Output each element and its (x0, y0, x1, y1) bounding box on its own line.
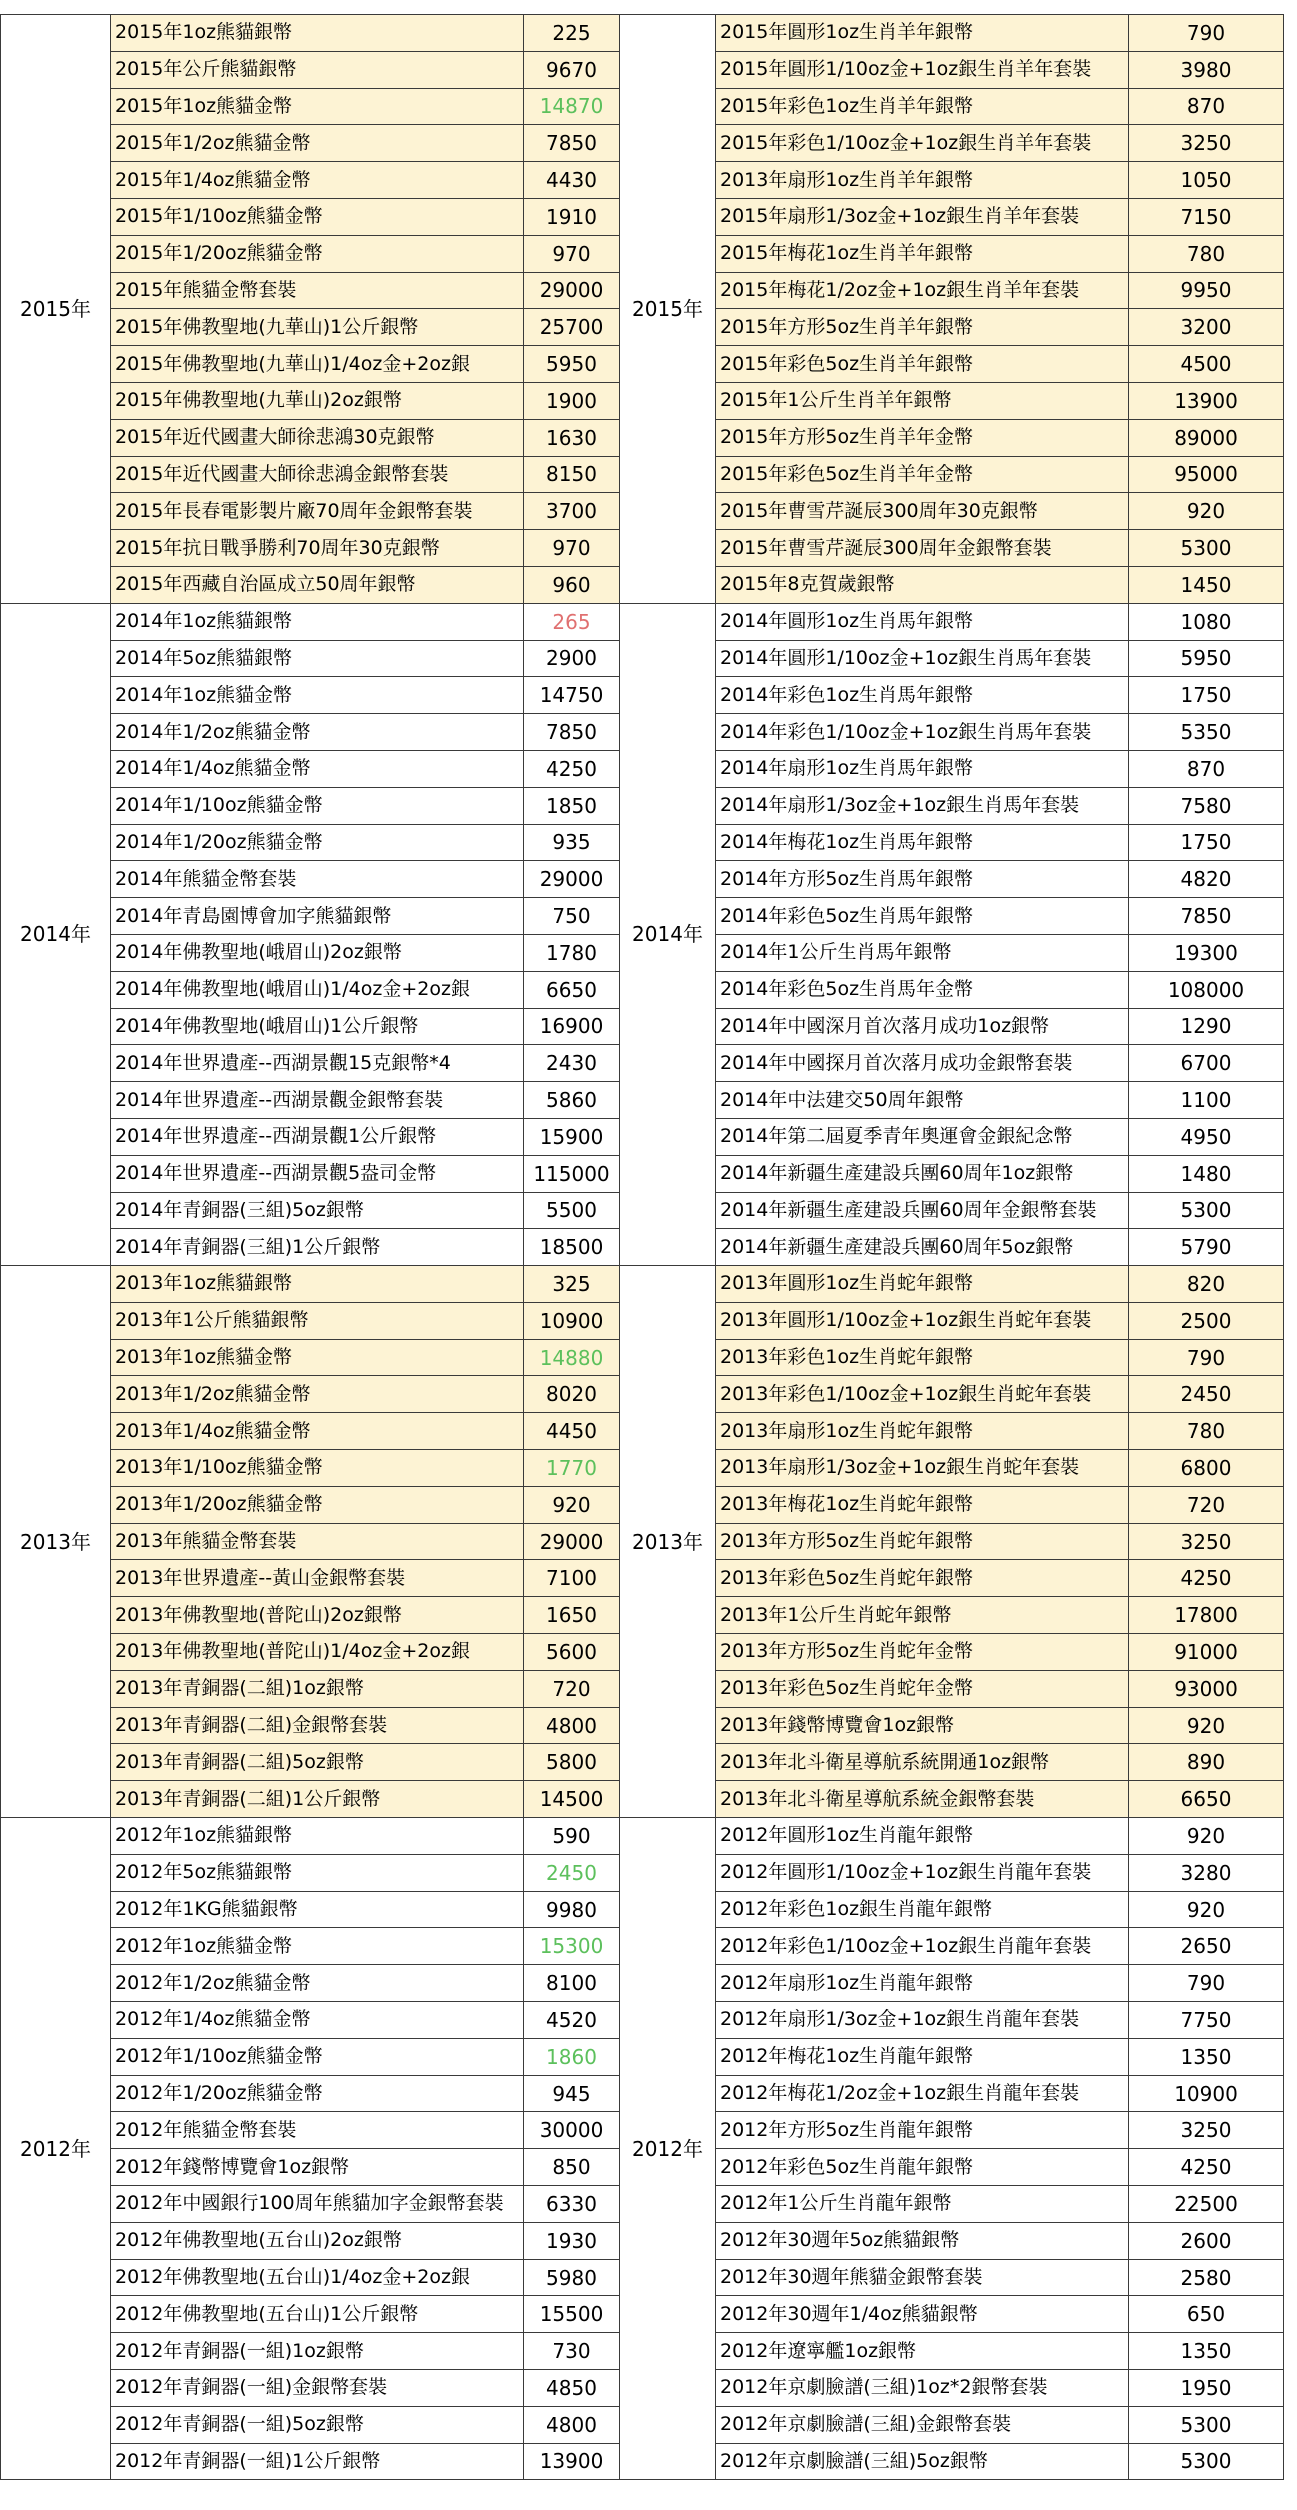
left-coin-name: 2013年1oz熊貓銀幣 (111, 1266, 524, 1303)
right-coin-name: 2012年1公斤生肖龍年銀幣 (716, 2186, 1129, 2223)
right-coin-name: 2012年梅花1oz生肖龍年銀幣 (716, 2038, 1129, 2075)
left-coin-name: 2015年熊貓金幣套裝 (111, 272, 524, 309)
left-year-label: 2014年 (1, 603, 111, 1265)
left-coin-price: 2450 (524, 1854, 620, 1891)
right-coin-name: 2012年扇形1oz生肖龍年銀幣 (716, 1965, 1129, 2002)
left-coin-name: 2013年1/10oz熊貓金幣 (111, 1450, 524, 1487)
right-coin-price: 3250 (1129, 2112, 1284, 2149)
left-coin-price: 4520 (524, 2002, 620, 2039)
left-coin-name: 2012年佛教聖地(五台山)1/4oz金+2oz銀 (111, 2259, 524, 2296)
left-coin-price: 3700 (524, 493, 620, 530)
left-coin-name: 2013年佛教聖地(普陀山)1/4oz金+2oz銀 (111, 1634, 524, 1671)
left-year-label: 2013年 (1, 1266, 111, 1818)
right-coin-price: 3280 (1129, 1854, 1284, 1891)
left-coin-name: 2015年1/2oz熊貓金幣 (111, 125, 524, 162)
right-coin-price: 5300 (1129, 530, 1284, 567)
left-coin-price: 1860 (524, 2038, 620, 2075)
left-coin-name: 2015年佛教聖地(九華山)2oz銀幣 (111, 382, 524, 419)
right-coin-price: 3250 (1129, 1523, 1284, 1560)
right-coin-name: 2012年30週年1/4oz熊貓銀幣 (716, 2296, 1129, 2333)
right-coin-name: 2015年方形5oz生肖羊年銀幣 (716, 309, 1129, 346)
left-coin-price: 15300 (524, 1928, 620, 1965)
left-coin-price: 265 (524, 603, 620, 640)
right-coin-price: 7150 (1129, 198, 1284, 235)
right-coin-price: 5790 (1129, 1229, 1284, 1266)
table-row (1, 15, 1284, 52)
left-coin-name: 2012年1/2oz熊貓金幣 (111, 1965, 524, 2002)
right-coin-price: 10900 (1129, 2075, 1284, 2112)
right-coin-price: 650 (1129, 2296, 1284, 2333)
right-coin-price: 780 (1129, 235, 1284, 272)
right-coin-name: 2013年方形5oz生肖蛇年金幣 (716, 1634, 1129, 1671)
left-coin-price: 5860 (524, 1082, 620, 1119)
left-coin-price: 30000 (524, 2112, 620, 2149)
right-coin-name: 2012年扇形1/3oz金+1oz銀生肖龍年套裝 (716, 2002, 1129, 2039)
left-coin-name: 2015年公斤熊貓銀幣 (111, 51, 524, 88)
left-coin-price: 14880 (524, 1339, 620, 1376)
left-coin-name: 2013年佛教聖地(普陀山)2oz銀幣 (111, 1597, 524, 1634)
right-coin-price: 2500 (1129, 1302, 1284, 1339)
right-coin-name: 2015年彩色5oz生肖羊年金幣 (716, 456, 1129, 493)
left-coin-price: 8020 (524, 1376, 620, 1413)
left-coin-name: 2012年青銅器(一組)5oz銀幣 (111, 2406, 524, 2443)
right-coin-name: 2015年1公斤生肖羊年銀幣 (716, 382, 1129, 419)
left-coin-price: 115000 (524, 1155, 620, 1192)
left-coin-price: 29000 (524, 861, 620, 898)
left-coin-price: 8150 (524, 456, 620, 493)
left-coin-price: 920 (524, 1486, 620, 1523)
left-coin-name: 2014年世界遺產--西湖景觀金銀幣套裝 (111, 1082, 524, 1119)
right-coin-name: 2012年彩色1oz銀生肖龍年銀幣 (716, 1891, 1129, 1928)
right-coin-name: 2015年圓形1oz生肖羊年銀幣 (716, 15, 1129, 52)
right-coin-price: 6700 (1129, 1045, 1284, 1082)
left-coin-price: 5800 (524, 1744, 620, 1781)
left-coin-name: 2014年世界遺產--西湖景觀1公斤銀幣 (111, 1118, 524, 1155)
left-coin-price: 1910 (524, 198, 620, 235)
right-coin-price: 870 (1129, 750, 1284, 787)
right-coin-price: 2580 (1129, 2259, 1284, 2296)
right-coin-name: 2013年彩色1oz生肖蛇年銀幣 (716, 1339, 1129, 1376)
right-coin-name: 2013年圓形1/10oz金+1oz銀生肖蛇年套裝 (716, 1302, 1129, 1339)
right-coin-name: 2015年彩色1/10oz金+1oz銀生肖羊年套裝 (716, 125, 1129, 162)
right-coin-name: 2012年京劇臉譜(三組)金銀幣套裝 (716, 2406, 1129, 2443)
left-coin-price: 225 (524, 15, 620, 52)
left-coin-price: 9670 (524, 51, 620, 88)
left-coin-name: 2015年1/4oz熊貓金幣 (111, 162, 524, 199)
right-coin-price: 95000 (1129, 456, 1284, 493)
left-coin-price: 4800 (524, 2406, 620, 2443)
left-coin-price: 850 (524, 2149, 620, 2186)
left-coin-price: 945 (524, 2075, 620, 2112)
right-coin-price: 920 (1129, 493, 1284, 530)
table-row (1, 1818, 1284, 1855)
left-coin-name: 2012年青銅器(一組)金銀幣套裝 (111, 2370, 524, 2407)
right-coin-name: 2013年彩色1/10oz金+1oz銀生肖蛇年套裝 (716, 1376, 1129, 1413)
left-coin-price: 970 (524, 530, 620, 567)
left-coin-price: 16900 (524, 1008, 620, 1045)
right-coin-name: 2013年梅花1oz生肖蛇年銀幣 (716, 1486, 1129, 1523)
left-coin-name: 2013年世界遺產--黃山金銀幣套裝 (111, 1560, 524, 1597)
right-coin-price: 920 (1129, 1891, 1284, 1928)
right-coin-name: 2014年中國探月首次落月成功金銀幣套裝 (716, 1045, 1129, 1082)
left-coin-price: 720 (524, 1670, 620, 1707)
right-coin-name: 2012年圓形1/10oz金+1oz銀生肖龍年套裝 (716, 1854, 1129, 1891)
right-coin-price: 2450 (1129, 1376, 1284, 1413)
left-coin-price: 9980 (524, 1891, 620, 1928)
right-coin-price: 93000 (1129, 1670, 1284, 1707)
right-coin-name: 2015年曹雪芹誕辰300周年30克銀幣 (716, 493, 1129, 530)
right-coin-name: 2014年新疆生產建設兵團60周年1oz銀幣 (716, 1155, 1129, 1192)
right-coin-name: 2014年中法建交50周年銀幣 (716, 1082, 1129, 1119)
right-coin-price: 1750 (1129, 677, 1284, 714)
right-coin-name: 2015年梅花1oz生肖羊年銀幣 (716, 235, 1129, 272)
right-coin-price: 1750 (1129, 824, 1284, 861)
left-coin-name: 2014年佛教聖地(峨眉山)1公斤銀幣 (111, 1008, 524, 1045)
right-coin-price: 9950 (1129, 272, 1284, 309)
left-year-label: 2012年 (1, 1818, 111, 2480)
left-coin-name: 2012年中國銀行100周年熊貓加字金銀幣套裝 (111, 2186, 524, 2223)
right-coin-name: 2012年彩色5oz生肖龍年銀幣 (716, 2149, 1129, 2186)
left-coin-price: 1930 (524, 2222, 620, 2259)
right-coin-price: 89000 (1129, 419, 1284, 456)
left-coin-name: 2014年1/20oz熊貓金幣 (111, 824, 524, 861)
right-coin-price: 780 (1129, 1413, 1284, 1450)
left-coin-name: 2015年佛教聖地(九華山)1公斤銀幣 (111, 309, 524, 346)
left-coin-price: 5500 (524, 1192, 620, 1229)
left-coin-name: 2014年1oz熊貓金幣 (111, 677, 524, 714)
left-coin-name: 2014年佛教聖地(峨眉山)1/4oz金+2oz銀 (111, 971, 524, 1008)
right-coin-name: 2012年方形5oz生肖龍年銀幣 (716, 2112, 1129, 2149)
right-coin-name: 2013年彩色5oz生肖蛇年銀幣 (716, 1560, 1129, 1597)
right-coin-name: 2013年錢幣博覽會1oz銀幣 (716, 1707, 1129, 1744)
left-coin-name: 2015年1oz熊貓金幣 (111, 88, 524, 125)
left-coin-name: 2013年熊貓金幣套裝 (111, 1523, 524, 1560)
left-coin-price: 7850 (524, 125, 620, 162)
right-coin-price: 1350 (1129, 2333, 1284, 2370)
left-coin-price: 730 (524, 2333, 620, 2370)
right-coin-price: 820 (1129, 1266, 1284, 1303)
left-coin-price: 6330 (524, 2186, 620, 2223)
left-coin-name: 2013年1/2oz熊貓金幣 (111, 1376, 524, 1413)
right-coin-price: 5300 (1129, 1192, 1284, 1229)
left-coin-name: 2012年1/10oz熊貓金幣 (111, 2038, 524, 2075)
right-coin-price: 790 (1129, 15, 1284, 52)
left-coin-price: 1650 (524, 1597, 620, 1634)
left-coin-name: 2012年1KG熊貓銀幣 (111, 1891, 524, 1928)
left-coin-price: 325 (524, 1266, 620, 1303)
left-coin-name: 2012年青銅器(一組)1公斤銀幣 (111, 2443, 524, 2480)
right-coin-name: 2014年扇形1oz生肖馬年銀幣 (716, 750, 1129, 787)
right-coin-price: 2600 (1129, 2222, 1284, 2259)
right-coin-price: 1350 (1129, 2038, 1284, 2075)
left-coin-price: 4850 (524, 2370, 620, 2407)
right-coin-price: 7850 (1129, 898, 1284, 935)
left-coin-price: 15500 (524, 2296, 620, 2333)
right-coin-name: 2012年彩色1/10oz金+1oz銀生肖龍年套裝 (716, 1928, 1129, 1965)
right-coin-price: 2650 (1129, 1928, 1284, 1965)
right-coin-name: 2014年第二屆夏季青年奧運會金銀紀念幣 (716, 1118, 1129, 1155)
right-coin-price: 1080 (1129, 603, 1284, 640)
right-coin-name: 2012年圓形1oz生肖龍年銀幣 (716, 1818, 1129, 1855)
right-coin-price: 720 (1129, 1486, 1284, 1523)
right-coin-price: 13900 (1129, 382, 1284, 419)
right-coin-price: 1950 (1129, 2370, 1284, 2407)
right-coin-price: 1290 (1129, 1008, 1284, 1045)
right-coin-price: 7580 (1129, 787, 1284, 824)
left-coin-price: 935 (524, 824, 620, 861)
left-coin-name: 2014年世界遺產--西湖景觀5盎司金幣 (111, 1155, 524, 1192)
right-coin-price: 920 (1129, 1707, 1284, 1744)
left-coin-price: 8100 (524, 1965, 620, 2002)
left-coin-price: 6650 (524, 971, 620, 1008)
right-coin-name: 2014年彩色5oz生肖馬年金幣 (716, 971, 1129, 1008)
right-coin-name: 2014年梅花1oz生肖馬年銀幣 (716, 824, 1129, 861)
left-coin-name: 2015年近代國畫大師徐悲鴻金銀幣套裝 (111, 456, 524, 493)
left-coin-price: 970 (524, 235, 620, 272)
table-row (1, 1266, 1284, 1303)
left-coin-name: 2014年熊貓金幣套裝 (111, 861, 524, 898)
right-coin-name: 2012年京劇臉譜(三組)5oz銀幣 (716, 2443, 1129, 2480)
right-coin-price: 5300 (1129, 2406, 1284, 2443)
left-coin-price: 1850 (524, 787, 620, 824)
right-coin-price: 920 (1129, 1818, 1284, 1855)
left-coin-price: 1630 (524, 419, 620, 456)
right-year-label: 2014年 (620, 603, 716, 1265)
right-coin-name: 2015年彩色1oz生肖羊年銀幣 (716, 88, 1129, 125)
left-coin-price: 29000 (524, 1523, 620, 1560)
right-coin-price: 91000 (1129, 1634, 1284, 1671)
left-coin-price: 14750 (524, 677, 620, 714)
left-coin-price: 2900 (524, 640, 620, 677)
left-coin-name: 2014年世界遺產--西湖景觀15克銀幣*4 (111, 1045, 524, 1082)
left-year-label: 2015年 (1, 15, 111, 604)
right-coin-name: 2015年彩色5oz生肖羊年銀幣 (716, 346, 1129, 383)
right-coin-price: 108000 (1129, 971, 1284, 1008)
right-coin-price: 6650 (1129, 1781, 1284, 1818)
left-coin-name: 2014年1/10oz熊貓金幣 (111, 787, 524, 824)
right-coin-price: 790 (1129, 1339, 1284, 1376)
left-coin-name: 2015年1oz熊貓銀幣 (111, 15, 524, 52)
right-coin-name: 2013年北斗衛星導航系統開通1oz銀幣 (716, 1744, 1129, 1781)
right-coin-name: 2014年方形5oz生肖馬年銀幣 (716, 861, 1129, 898)
left-coin-price: 2430 (524, 1045, 620, 1082)
right-coin-price: 22500 (1129, 2186, 1284, 2223)
right-coin-price: 5300 (1129, 2443, 1284, 2480)
left-coin-name: 2013年1/4oz熊貓金幣 (111, 1413, 524, 1450)
right-coin-name: 2015年圓形1/10oz金+1oz銀生肖羊年套裝 (716, 51, 1129, 88)
right-coin-name: 2014年彩色5oz生肖馬年銀幣 (716, 898, 1129, 935)
right-coin-price: 1480 (1129, 1155, 1284, 1192)
left-coin-name: 2015年長春電影製片廠70周年金銀幣套裝 (111, 493, 524, 530)
left-coin-price: 750 (524, 898, 620, 935)
left-coin-name: 2014年1oz熊貓銀幣 (111, 603, 524, 640)
left-coin-name: 2015年1/20oz熊貓金幣 (111, 235, 524, 272)
left-coin-name: 2012年佛教聖地(五台山)2oz銀幣 (111, 2222, 524, 2259)
right-coin-name: 2014年彩色1/10oz金+1oz銀生肖馬年套裝 (716, 714, 1129, 751)
left-coin-name: 2015年佛教聖地(九華山)1/4oz金+2oz銀 (111, 346, 524, 383)
right-coin-name: 2014年彩色1oz生肖馬年銀幣 (716, 677, 1129, 714)
left-coin-price: 5950 (524, 346, 620, 383)
left-coin-price: 15900 (524, 1118, 620, 1155)
left-coin-price: 13900 (524, 2443, 620, 2480)
right-coin-price: 1100 (1129, 1082, 1284, 1119)
coin-price-table (0, 14, 1284, 2480)
left-coin-name: 2012年5oz熊貓銀幣 (111, 1854, 524, 1891)
left-coin-price: 1900 (524, 382, 620, 419)
right-coin-name: 2013年扇形1oz生肖羊年銀幣 (716, 162, 1129, 199)
left-coin-name: 2012年1oz熊貓金幣 (111, 1928, 524, 1965)
left-coin-price: 4450 (524, 1413, 620, 1450)
right-coin-name: 2013年扇形1oz生肖蛇年銀幣 (716, 1413, 1129, 1450)
left-coin-name: 2013年青銅器(二組)5oz銀幣 (111, 1744, 524, 1781)
right-year-label: 2013年 (620, 1266, 716, 1818)
right-coin-price: 7750 (1129, 2002, 1284, 2039)
right-coin-name: 2013年北斗衛星導航系統金銀幣套裝 (716, 1781, 1129, 1818)
left-coin-name: 2012年1/4oz熊貓金幣 (111, 2002, 524, 2039)
left-coin-price: 18500 (524, 1229, 620, 1266)
left-coin-name: 2012年1/20oz熊貓金幣 (111, 2075, 524, 2112)
right-coin-name: 2012年30週年熊貓金銀幣套裝 (716, 2259, 1129, 2296)
right-coin-name: 2012年梅花1/2oz金+1oz銀生肖龍年套裝 (716, 2075, 1129, 2112)
right-coin-price: 790 (1129, 1965, 1284, 2002)
left-coin-name: 2014年青銅器(三組)5oz銀幣 (111, 1192, 524, 1229)
right-coin-price: 4250 (1129, 1560, 1284, 1597)
left-coin-name: 2015年近代國畫大師徐悲鴻30克銀幣 (111, 419, 524, 456)
left-coin-price: 1780 (524, 934, 620, 971)
right-coin-price: 5950 (1129, 640, 1284, 677)
left-coin-price: 4250 (524, 750, 620, 787)
right-coin-price: 4950 (1129, 1118, 1284, 1155)
left-coin-price: 4430 (524, 162, 620, 199)
right-coin-price: 890 (1129, 1744, 1284, 1781)
right-coin-name: 2013年方形5oz生肖蛇年銀幣 (716, 1523, 1129, 1560)
right-coin-name: 2015年曹雪芹誕辰300周年金銀幣套裝 (716, 530, 1129, 567)
right-coin-name: 2013年彩色5oz生肖蛇年金幣 (716, 1670, 1129, 1707)
right-coin-name: 2014年中國深月首次落月成功1oz銀幣 (716, 1008, 1129, 1045)
right-coin-price: 3200 (1129, 309, 1284, 346)
left-coin-price: 14870 (524, 88, 620, 125)
left-coin-name: 2012年錢幣博覽會1oz銀幣 (111, 2149, 524, 2186)
right-coin-name: 2013年圓形1oz生肖蛇年銀幣 (716, 1266, 1129, 1303)
left-coin-price: 5600 (524, 1634, 620, 1671)
left-coin-name: 2013年1公斤熊貓銀幣 (111, 1302, 524, 1339)
right-coin-price: 1450 (1129, 566, 1284, 603)
left-coin-price: 960 (524, 566, 620, 603)
right-coin-name: 2014年新疆生產建設兵團60周年5oz銀幣 (716, 1229, 1129, 1266)
right-coin-name: 2014年扇形1/3oz金+1oz銀生肖馬年套裝 (716, 787, 1129, 824)
left-coin-name: 2013年青銅器(二組)1oz銀幣 (111, 1670, 524, 1707)
left-coin-price: 25700 (524, 309, 620, 346)
right-coin-name: 2012年30週年5oz熊貓銀幣 (716, 2222, 1129, 2259)
table-row (1, 603, 1284, 640)
right-coin-name: 2014年1公斤生肖馬年銀幣 (716, 934, 1129, 971)
right-year-label: 2015年 (620, 15, 716, 604)
right-coin-name: 2014年圓形1oz生肖馬年銀幣 (716, 603, 1129, 640)
right-coin-name: 2013年扇形1/3oz金+1oz銀生肖蛇年套裝 (716, 1450, 1129, 1487)
right-coin-price: 4820 (1129, 861, 1284, 898)
right-coin-price: 1050 (1129, 162, 1284, 199)
left-coin-name: 2015年抗日戰爭勝利70周年30克銀幣 (111, 530, 524, 567)
right-coin-name: 2014年圓形1/10oz金+1oz銀生肖馬年套裝 (716, 640, 1129, 677)
left-coin-name: 2014年青島園博會加字熊貓銀幣 (111, 898, 524, 935)
left-coin-name: 2013年青銅器(二組)金銀幣套裝 (111, 1707, 524, 1744)
left-coin-name: 2014年1/2oz熊貓金幣 (111, 714, 524, 751)
left-coin-price: 7850 (524, 714, 620, 751)
left-coin-name: 2014年5oz熊貓銀幣 (111, 640, 524, 677)
right-coin-name: 2013年1公斤生肖蛇年銀幣 (716, 1597, 1129, 1634)
left-coin-name: 2014年青銅器(三組)1公斤銀幣 (111, 1229, 524, 1266)
right-coin-name: 2015年扇形1/3oz金+1oz銀生肖羊年套裝 (716, 198, 1129, 235)
left-coin-price: 590 (524, 1818, 620, 1855)
left-coin-name: 2013年1/20oz熊貓金幣 (111, 1486, 524, 1523)
right-coin-price: 4500 (1129, 346, 1284, 383)
left-coin-name: 2013年青銅器(二組)1公斤銀幣 (111, 1781, 524, 1818)
left-coin-name: 2014年佛教聖地(峨眉山)2oz銀幣 (111, 934, 524, 971)
right-coin-price: 19300 (1129, 934, 1284, 971)
left-coin-name: 2012年佛教聖地(五台山)1公斤銀幣 (111, 2296, 524, 2333)
left-coin-price: 1770 (524, 1450, 620, 1487)
left-coin-name: 2015年西藏自治區成立50周年銀幣 (111, 566, 524, 603)
right-coin-price: 17800 (1129, 1597, 1284, 1634)
left-coin-name: 2013年1oz熊貓金幣 (111, 1339, 524, 1376)
right-coin-price: 3980 (1129, 51, 1284, 88)
left-coin-name: 2014年1/4oz熊貓金幣 (111, 750, 524, 787)
right-coin-price: 4250 (1129, 2149, 1284, 2186)
left-coin-price: 7100 (524, 1560, 620, 1597)
right-coin-price: 6800 (1129, 1450, 1284, 1487)
right-coin-name: 2014年新疆生產建設兵團60周年金銀幣套裝 (716, 1192, 1129, 1229)
right-coin-price: 870 (1129, 88, 1284, 125)
left-coin-name: 2012年青銅器(一組)1oz銀幣 (111, 2333, 524, 2370)
right-coin-name: 2015年方形5oz生肖羊年金幣 (716, 419, 1129, 456)
left-coin-price: 4800 (524, 1707, 620, 1744)
right-coin-name: 2015年8克賀歲銀幣 (716, 566, 1129, 603)
left-coin-name: 2012年1oz熊貓銀幣 (111, 1818, 524, 1855)
left-coin-name: 2015年1/10oz熊貓金幣 (111, 198, 524, 235)
right-coin-name: 2015年梅花1/2oz金+1oz銀生肖羊年套裝 (716, 272, 1129, 309)
right-coin-name: 2012年京劇臉譜(三組)1oz*2銀幣套裝 (716, 2370, 1129, 2407)
right-coin-name: 2012年遼寧艦1oz銀幣 (716, 2333, 1129, 2370)
left-coin-price: 10900 (524, 1302, 620, 1339)
left-coin-price: 5980 (524, 2259, 620, 2296)
right-year-label: 2012年 (620, 1818, 716, 2480)
left-coin-name: 2012年熊貓金幣套裝 (111, 2112, 524, 2149)
right-coin-price: 5350 (1129, 714, 1284, 751)
left-coin-price: 29000 (524, 272, 620, 309)
left-coin-price: 14500 (524, 1781, 620, 1818)
right-coin-price: 3250 (1129, 125, 1284, 162)
